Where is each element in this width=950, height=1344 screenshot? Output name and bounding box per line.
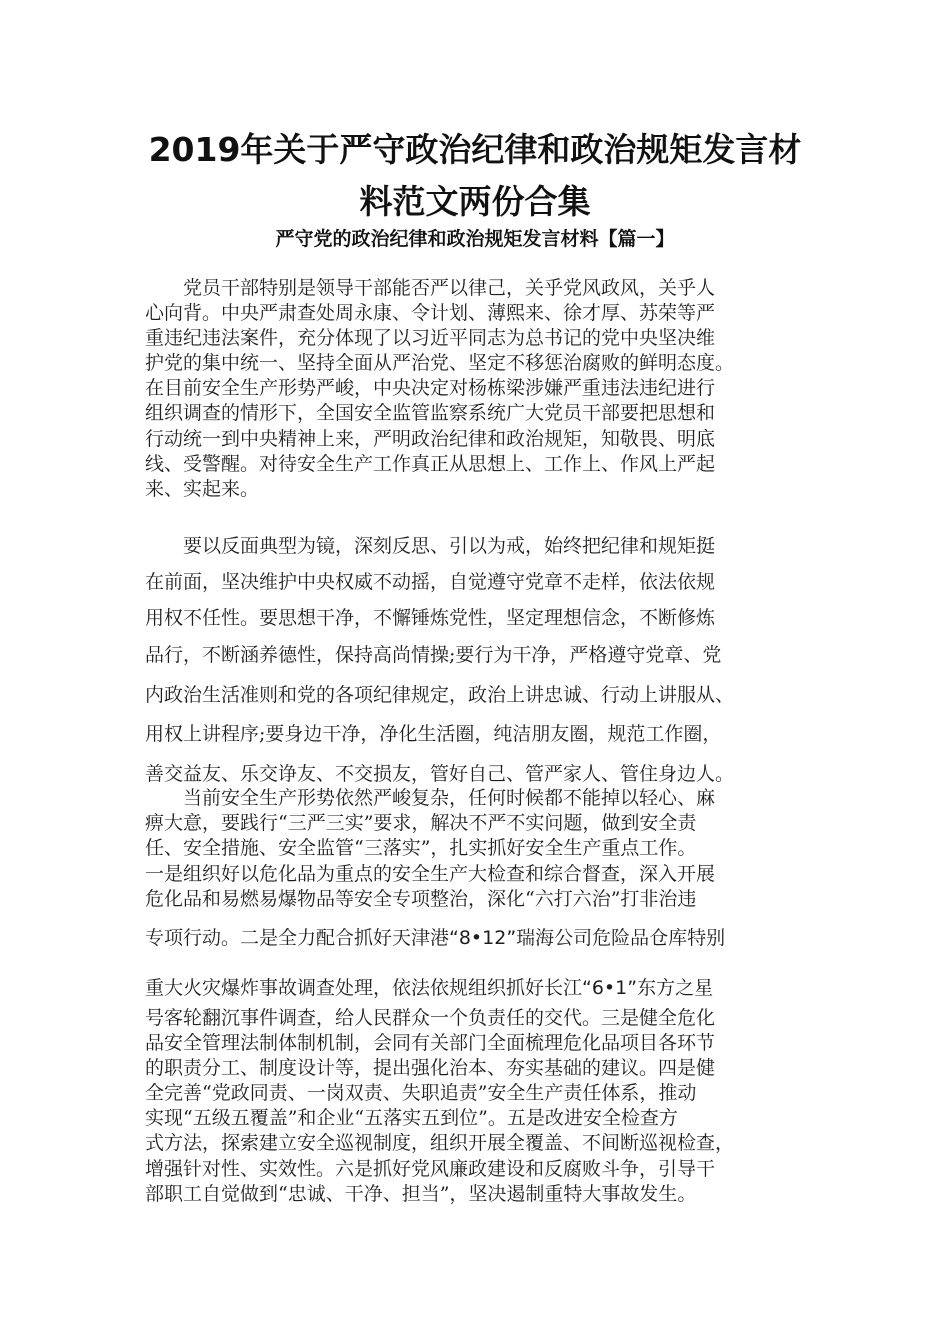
text-line: 当前安全生产形势依然严峻复杂，任何时候都不能掉以轻心、麻: [145, 787, 716, 809]
text-line: 组织调查的情形下，全国安全监管监察系统广大党员干部要把思想和: [145, 402, 716, 425]
paragraph-3: [145, 786, 810, 912]
text-line: 在前面，坚决维护中央权威不动摇，自觉遵守党章不走样，依法依规: [145, 571, 716, 593]
text-line: 任、安全措施、安全监管“三落实”，扎实抓好安全生产重点工作。: [145, 837, 697, 860]
text-line: 的职责分工、制度设计等，提出强化治本、夯实基础的建议。四是健: [145, 1057, 716, 1080]
text-line: 心向背。中央严肃查处周永康、令计划、薄熙来、徐才厚、苏荣等严: [145, 302, 716, 325]
text-line: 全完善“党政同责、一岗双责、失职追责”安全生产责任体系，推动: [145, 1082, 697, 1105]
paragraph-3-continued: [145, 1006, 810, 1207]
paragraph-2: [145, 528, 810, 794]
text-line: 善交益友、乐交诤友、不交损友，管好自己、管严家人、管住身边人。: [145, 762, 735, 785]
text-line: 重大火灾爆炸事故调查处理，依法依规组织抓好长江“6•1”东方之星: [145, 977, 714, 999]
text-line: 一是组织好以危化品为重点的安全生产大检查和综合督查，深入开展: [145, 862, 716, 885]
paragraph-1: [145, 276, 810, 502]
text-line: 式方法，探索建立安全巡视制度，组织开展全覆盖、不间断巡视检查，: [145, 1132, 735, 1155]
title-line: 料范文两份合集: [359, 182, 591, 221]
paragraph-3-line-a: [145, 918, 810, 958]
text-line: 党员干部特别是领导干部能否严以律己，关乎党风政风，关乎人: [145, 277, 716, 299]
text-line: 号客轮翻沉事件调查，给人民群众一个负责任的交代。三是健全危化: [145, 1007, 716, 1029]
paragraph-3-line-b: [145, 968, 810, 1008]
text-line: 线、受警醒。对待安全生产工作真正从思想上、工作上、作风上严起: [145, 452, 716, 475]
text-line: 来、实起来。: [145, 477, 260, 500]
text-line: 痹大意，要践行“三严三实”要求，解决不严不实问题，做到安全责: [145, 812, 697, 835]
text-line: 实现“五级五覆盖”和企业“五落实五到位”。五是改进安全检查方: [145, 1107, 678, 1130]
text-line: 用权上讲程序;要身边干净，净化生活圈，纯洁朋友圈，规范工作圈，: [145, 723, 722, 745]
text-line: 部职工自觉做到“忠诚、干净、担当”，坚决遏制重特大事故发生。: [145, 1182, 697, 1205]
text-line: 要以反面典型为镜，深刻反思、引以为戒，始终把纪律和规矩挺: [145, 535, 716, 557]
text-line: 行动统一到中央精神上来，严明政治纪律和政治规矩，知敬畏、明底: [145, 427, 716, 450]
text-line: 重违纪违法案件，充分体现了以习近平同志为总书记的党中央坚决维: [145, 327, 716, 350]
document-title: [100, 124, 850, 228]
text-line: 品安全管理法制体制机制，会同有关部门全面梳理危化品项目各环节: [145, 1032, 716, 1055]
text-line: 增强针对性、实效性。六是抓好党风廉政建设和反腐败斗争，引导干: [145, 1157, 716, 1180]
text-line: 在目前安全生产形势严峻，中央决定对杨栋梁涉嫌严重违法违纪进行: [145, 377, 716, 400]
section-subtitle: 严守党的政治纪律和政治规矩发言材料【篇一】: [275, 228, 675, 250]
text-line: 专项行动。二是全力配合抓好天津港“8•12”瑞海公司危险品仓库特别: [145, 927, 726, 949]
text-line: 用权不任性。要思想干净，不懈锤炼党性，坚定理想信念，不断修炼: [145, 607, 716, 629]
text-line: 危化品和易燃易爆物品等安全专项整治，深化“六打六治”打非治违: [145, 887, 697, 910]
text-line: 护党的集中统一、坚持全面从严治党、坚定不移惩治腐败的鲜明态度。: [145, 352, 735, 375]
text-line: 内政治生活准则和党的各项纪律规定，政治上讲忠诚、行动上讲服从、: [145, 683, 735, 706]
text-line: 品行，不断涵养德性，保持高尚情操;要行为干净，严格遵守党章、党: [145, 644, 722, 666]
title-line: 2019年关于严守政治纪律和政治规矩发言材: [148, 130, 802, 169]
